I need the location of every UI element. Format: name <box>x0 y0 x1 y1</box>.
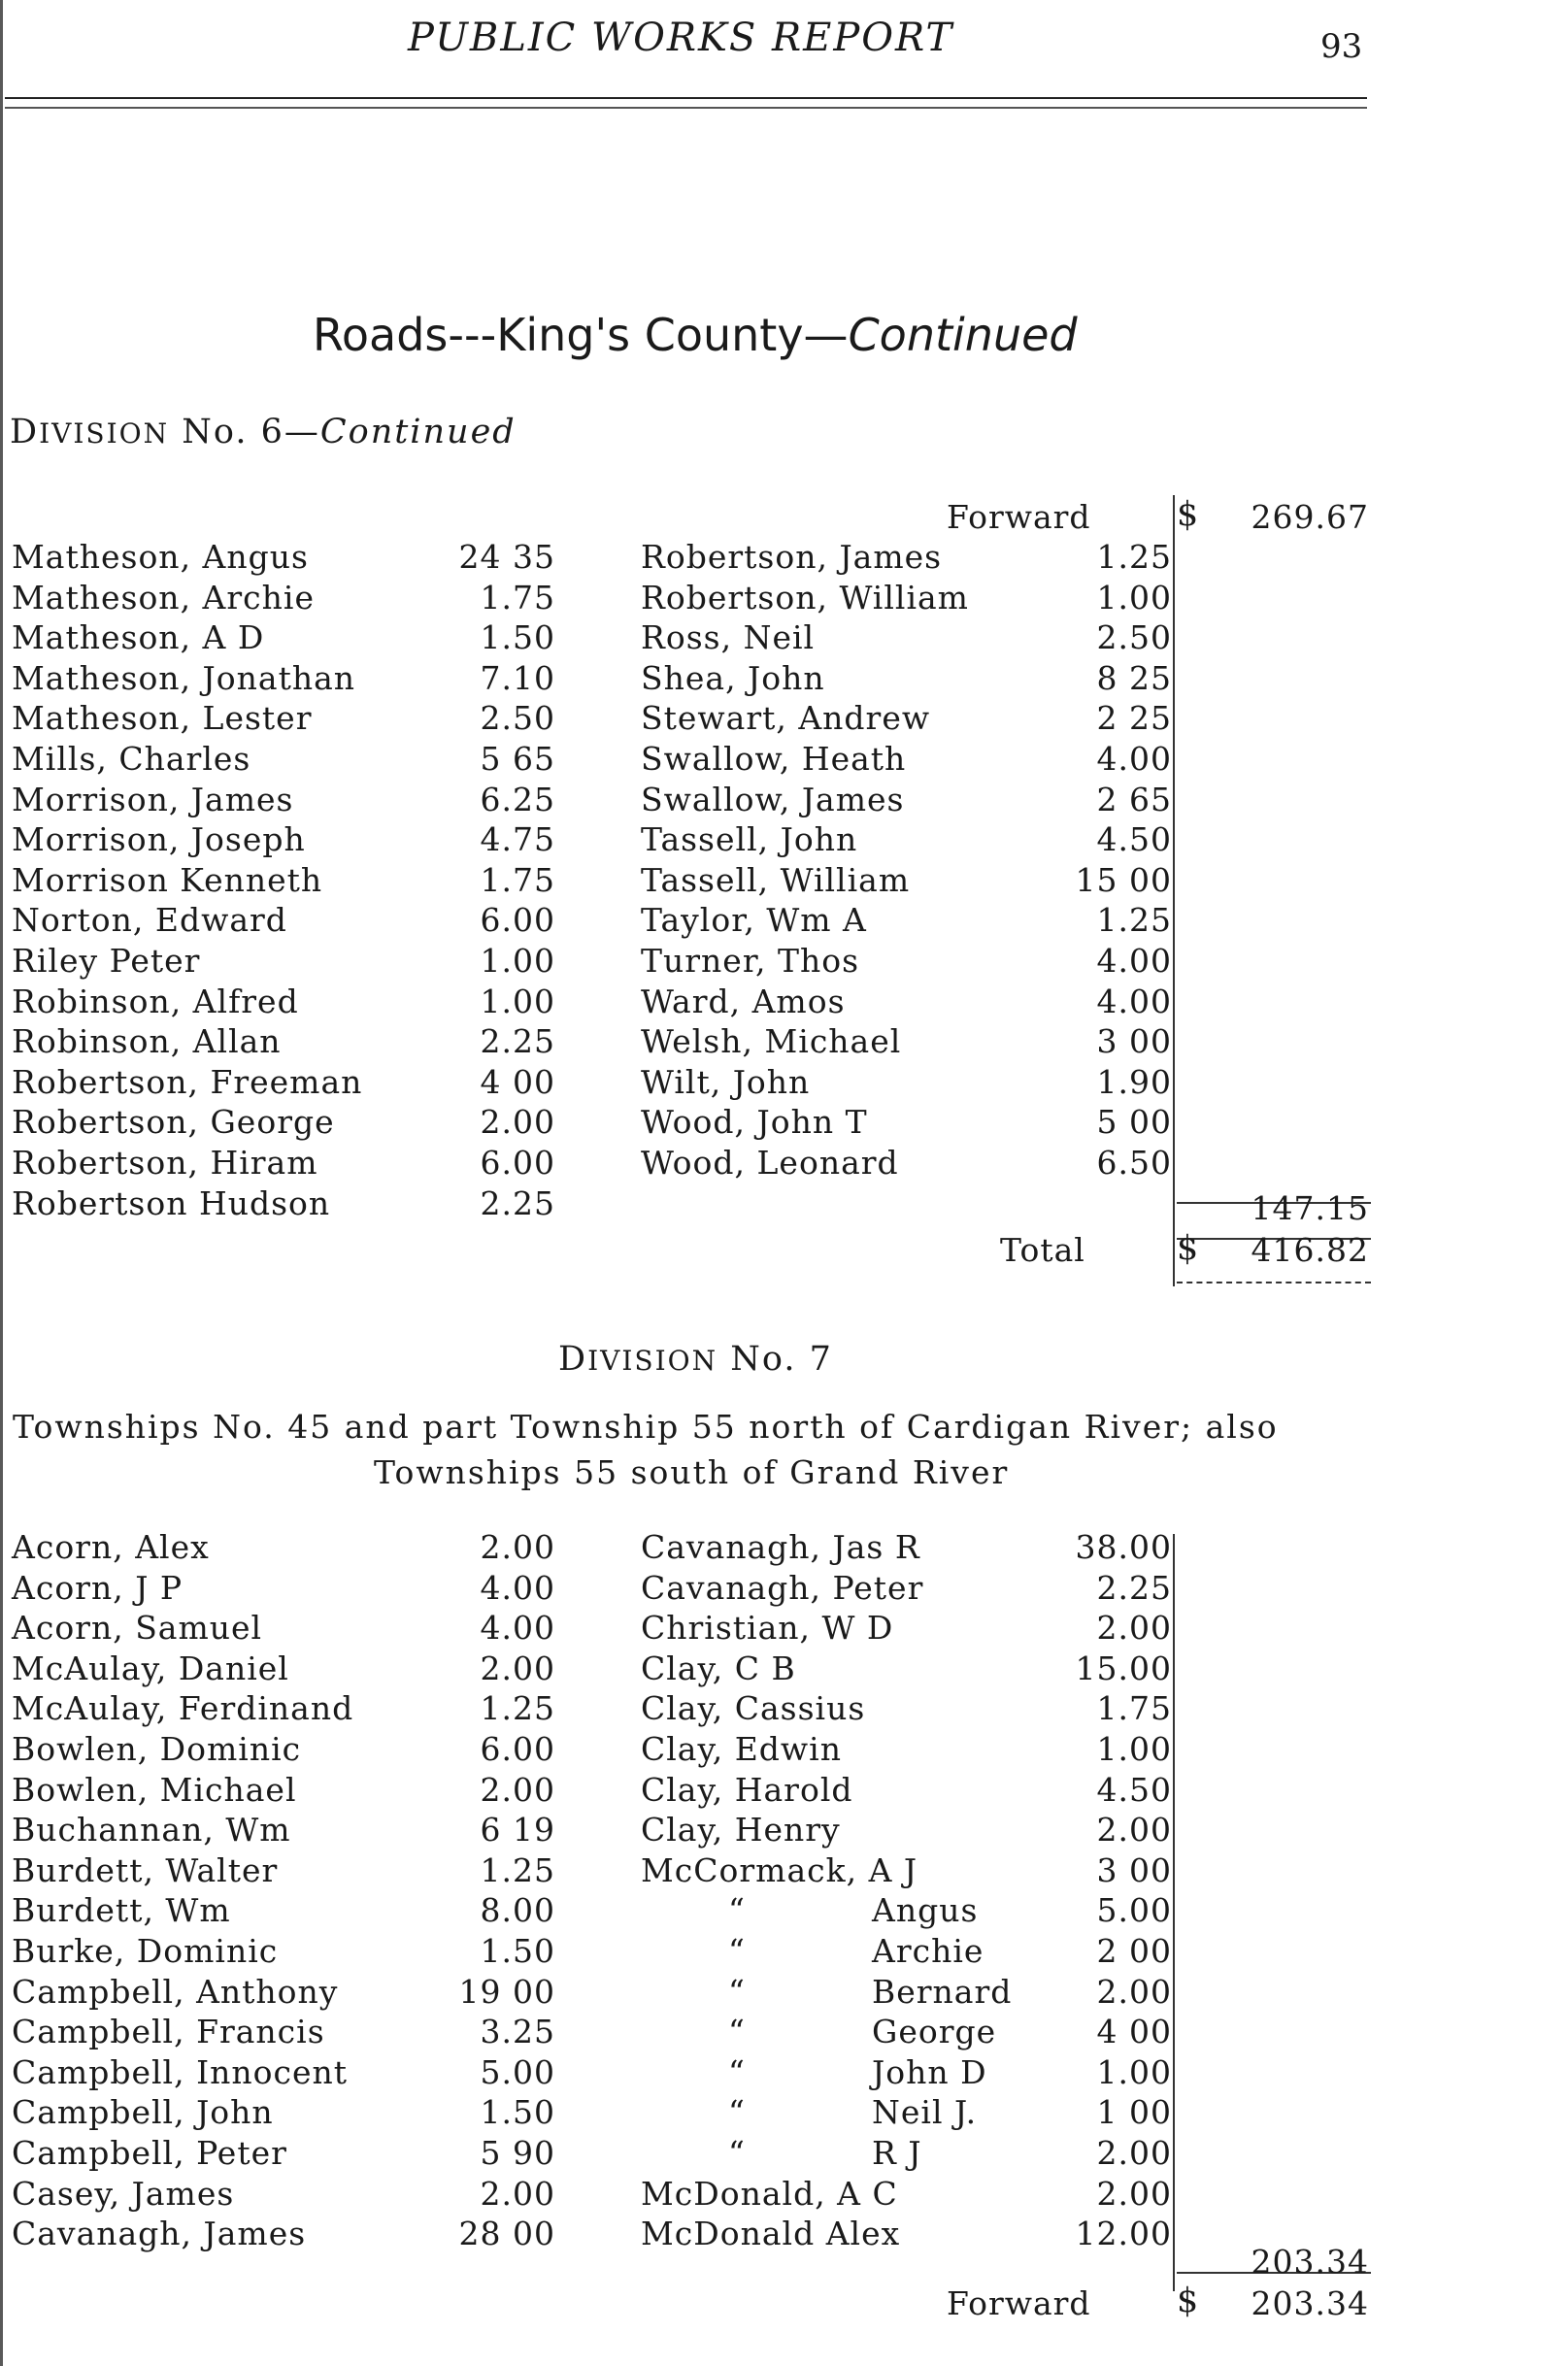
ledger-amount: 1 00 <box>1096 2093 1172 2132</box>
ledger-amount: 1.25 <box>480 1850 555 1889</box>
ledger-amount: 2.00 <box>480 2174 555 2213</box>
ledger-amount: 2.50 <box>1096 618 1172 657</box>
ledger-row <box>12 1810 555 1850</box>
ledger-name: Acorn, J P <box>12 1568 183 1607</box>
ledger-name: R J <box>872 2133 922 2172</box>
ledger-name: Neil J. <box>872 2093 978 2132</box>
ledger-amount: 15.00 <box>1075 1649 1172 1687</box>
ledger-row <box>12 698 555 739</box>
ledger-name: Burdett, Walter <box>12 1850 279 1889</box>
section-title-continued: Continued <box>848 309 1078 361</box>
ledger-amount: 15 00 <box>1075 860 1172 899</box>
ledger-name: Matheson, Jonathan <box>12 658 356 697</box>
ledger-amount: 2.00 <box>480 1649 555 1687</box>
ledger-amount: 28 00 <box>458 2215 555 2253</box>
ledger-amount: 1.75 <box>480 860 555 899</box>
ledger-amount: 2.00 <box>1096 2174 1172 2213</box>
division-7-townships-line-1: Townships No. 45 and part Township 55 north of Cardigan River; also <box>13 1408 1279 1446</box>
ledger-name: Cavanagh, Peter <box>641 1568 924 1607</box>
ledger-amount: 19 00 <box>458 1972 555 2011</box>
ledger-row <box>12 780 555 820</box>
ledger-amount: 2.00 <box>1096 1609 1172 1648</box>
division-7-left-column <box>12 1527 555 2254</box>
ledger-row <box>12 2214 555 2254</box>
ledger-name: Clay, Edwin <box>641 1729 842 1768</box>
ledger-amount: 8 25 <box>1096 658 1172 697</box>
ledger-amount: 4.00 <box>480 1609 555 1648</box>
ledger-name: Burdett, Wm <box>12 1891 231 1930</box>
ledger-amount: 1.25 <box>1096 538 1172 576</box>
ledger-name: Stewart, Andrew <box>641 699 931 738</box>
ledger-row <box>641 2214 1180 2254</box>
ledger-amount: 5.00 <box>1096 1891 1172 1930</box>
division-6-heading-initial: D <box>10 413 40 451</box>
ledger-amount: 2.00 <box>1096 2133 1172 2172</box>
ledger-amount: 1.25 <box>480 1689 555 1728</box>
ledger-name: Wilt, John <box>641 1062 811 1101</box>
ledger-row <box>641 1021 1180 1062</box>
ledger-name: Matheson, Angus <box>12 538 309 576</box>
ledger-amount: 2.00 <box>1096 1972 1172 2011</box>
ledger-amount: 2.50 <box>480 699 555 738</box>
division-7-heading-initial: D <box>558 1340 588 1379</box>
division-6-total-dollar: $ <box>1177 1229 1199 1268</box>
ledger-amount: 1.25 <box>1096 901 1172 940</box>
ledger-row <box>12 1102 555 1143</box>
ledger-amount: 6.00 <box>480 901 555 940</box>
ledger-row <box>641 1810 1180 1850</box>
ledger-name: Bowlen, Michael <box>12 1770 297 1809</box>
header-rule <box>5 97 1367 99</box>
ledger-row <box>12 1890 555 1931</box>
ledger-name: Buchannan, Wm <box>12 1811 291 1849</box>
ledger-row <box>12 1649 555 1689</box>
ledger-amount: 4.00 <box>1096 941 1172 980</box>
ledger-row <box>12 578 555 618</box>
ledger-name: McAulay, Daniel <box>12 1649 289 1687</box>
ledger-name: Swallow, Heath <box>641 739 907 778</box>
ledger-name: Christian, W D <box>641 1609 894 1648</box>
ledger-name: Burke, Dominic <box>12 1931 279 1970</box>
ledger-amount: 4 00 <box>1096 2013 1172 2051</box>
ledger-amount: 2.00 <box>480 1103 555 1142</box>
ledger-name: Clay, Harold <box>641 1770 853 1809</box>
ledger-amount: 1.50 <box>480 1931 555 1970</box>
section-title-main: Roads---King's County— <box>313 309 849 361</box>
ledger-amount: 5 90 <box>480 2133 555 2172</box>
ledger-amount: 2.00 <box>1096 1811 1172 1849</box>
division-6-heading-continued: Continued <box>319 413 517 451</box>
ledger-row <box>641 982 1180 1022</box>
ledger-name: Tassell, John <box>641 820 858 859</box>
ledger-name: Acorn, Alex <box>12 1528 210 1566</box>
ledger-name: Angus <box>872 1891 979 1930</box>
ledger-row <box>641 1143 1180 1183</box>
ledger-name: Casey, James <box>12 2174 235 2213</box>
ledger-row <box>12 1143 555 1183</box>
ledger-row <box>12 658 555 699</box>
ledger-amount: 2 25 <box>1096 699 1172 738</box>
ledger-amount: 2.25 <box>1096 1568 1172 1607</box>
ledger-name: McDonald, A C <box>641 2174 898 2213</box>
ledger-name: Campbell, Peter <box>12 2133 287 2172</box>
ledger-name: Turner, Thos <box>641 941 860 980</box>
ledger-row <box>641 1608 1180 1649</box>
ledger-amount: 8.00 <box>480 1891 555 1930</box>
ledger-row <box>641 2133 1180 2174</box>
ledger-row <box>12 1850 555 1891</box>
division-6-heading <box>10 413 517 451</box>
ditto-mark: “ <box>728 2052 746 2091</box>
ledger-amount: 7.10 <box>480 658 555 697</box>
ledger-name: Campbell, Francis <box>12 2013 325 2051</box>
ledger-row <box>641 900 1180 941</box>
ledger-row <box>12 1729 555 1770</box>
division-7-forward-dollar: $ <box>1177 2282 1199 2320</box>
ledger-amount: 1.00 <box>1096 1729 1172 1768</box>
division-6-total-rule-bottom <box>1177 1282 1371 1283</box>
ledger-row <box>12 860 555 901</box>
ledger-row <box>641 1568 1180 1609</box>
division-6-forward-amount: 269.67 <box>1251 498 1369 536</box>
ledger-amount: 4.00 <box>1096 982 1172 1020</box>
ledger-amount: 2.25 <box>480 1022 555 1061</box>
division-7-heading <box>558 1340 833 1379</box>
ledger-row <box>12 1608 555 1649</box>
ledger-amount: 4.50 <box>1096 1770 1172 1809</box>
ledger-name: Robinson, Alfred <box>12 982 299 1020</box>
ledger-name: Morrison Kenneth <box>12 860 323 899</box>
ledger-name: Archie <box>872 1931 984 1970</box>
division-7-heading-smallcaps: IVISION <box>587 1345 718 1377</box>
ledger-name: Robertson, William <box>641 578 969 616</box>
ledger-name: Shea, John <box>641 658 825 697</box>
ledger-name: Morrison, James <box>12 780 294 818</box>
ledger-row <box>641 1972 1180 2013</box>
ledger-row <box>641 1062 1180 1103</box>
ledger-row <box>641 2052 1180 2093</box>
ledger-name: Clay, C B <box>641 1649 796 1687</box>
division-7-heading-number: No. 7 <box>717 1340 833 1379</box>
ledger-name: Cavanagh, James <box>12 2215 307 2253</box>
ledger-name: Mills, Charles <box>12 739 251 778</box>
ledger-row <box>641 617 1180 658</box>
ledger-row <box>12 941 555 982</box>
running-title: PUBLIC WORKS REPORT <box>408 16 954 60</box>
ledger-amount: 1.00 <box>1096 578 1172 616</box>
ledger-name: Tassell, William <box>641 860 911 899</box>
division-6-right-column <box>641 537 1180 1183</box>
ledger-name: Ward, Amos <box>641 982 846 1020</box>
ledger-amount: 6 19 <box>480 1811 555 1849</box>
ledger-amount: 4.00 <box>1096 739 1172 778</box>
header-rule-secondary <box>5 107 1367 109</box>
ledger-name: Norton, Edward <box>12 901 287 940</box>
ledger-row <box>12 1062 555 1103</box>
ledger-name: Bernard <box>872 1972 1013 2011</box>
ditto-mark: “ <box>728 2133 746 2172</box>
ledger-row <box>12 2092 555 2133</box>
division-7-forward-amount: 203.34 <box>1251 2284 1369 2322</box>
ledger-name: Wood, Leonard <box>641 1143 899 1182</box>
ledger-name: Matheson, Archie <box>12 578 315 616</box>
ledger-amount: 5 65 <box>480 739 555 778</box>
ledger-name: Ross, Neil <box>641 618 816 657</box>
ledger-name: Clay, Henry <box>641 1811 841 1849</box>
division-6-total-amount: 416.82 <box>1251 1231 1369 1269</box>
division-7-subtotal: 203.34 <box>1251 2243 1369 2281</box>
ledger-amount: 2.25 <box>480 1183 555 1222</box>
ledger-name: Robertson, Hiram <box>12 1143 318 1182</box>
ditto-mark: “ <box>728 2093 746 2132</box>
ledger-row <box>641 1729 1180 1770</box>
ledger-amount: 1.50 <box>480 618 555 657</box>
ledger-row <box>12 982 555 1022</box>
ledger-row <box>641 2012 1180 2052</box>
ledger-amount: 1.00 <box>480 941 555 980</box>
ledger-row <box>12 1972 555 2013</box>
ledger-name: Matheson, A D <box>12 618 265 657</box>
ledger-row <box>641 1649 1180 1689</box>
ditto-mark: “ <box>728 1891 746 1930</box>
ledger-row <box>12 1527 555 1568</box>
ledger-amount: 2.00 <box>480 1770 555 1809</box>
ledger-name: Campbell, John <box>12 2093 274 2132</box>
ledger-row <box>12 617 555 658</box>
ledger-row <box>12 1770 555 1811</box>
ditto-mark: “ <box>728 1931 746 1970</box>
section-title <box>313 309 1078 361</box>
division-7-townships-line-2: Townships 55 south of Grand River <box>374 1453 1010 1491</box>
ledger-name: Acorn, Samuel <box>12 1609 263 1648</box>
ledger-name: Bowlen, Dominic <box>12 1729 302 1768</box>
division-6-total-label: Total <box>1000 1231 1085 1269</box>
ledger-amount: 1.50 <box>480 2093 555 2132</box>
ledger-name: Riley Peter <box>12 941 201 980</box>
ledger-row <box>12 1183 555 1224</box>
ledger-amount: 2.00 <box>480 1528 555 1566</box>
ledger-amount: 3.25 <box>480 2013 555 2051</box>
ledger-amount: 12.00 <box>1075 2215 1172 2253</box>
ledger-row <box>12 1931 555 1972</box>
ledger-amount: 6.00 <box>480 1143 555 1182</box>
ledger-name: Morrison, Joseph <box>12 820 306 859</box>
ledger-row <box>12 2052 555 2093</box>
ledger-amount: 1.00 <box>480 982 555 1020</box>
ledger-amount: 1.90 <box>1096 1062 1172 1101</box>
ledger-name: Robertson, George <box>12 1103 335 1142</box>
ledger-row <box>641 2092 1180 2133</box>
ditto-mark: “ <box>728 1972 746 2011</box>
ledger-name: George <box>872 2013 997 2051</box>
division-7-right-column <box>641 1527 1180 2254</box>
ledger-amount: 6.50 <box>1096 1143 1172 1182</box>
ledger-name: Campbell, Anthony <box>12 1972 339 2011</box>
ledger-amount: 1.00 <box>1096 2052 1172 2091</box>
ledger-row <box>641 1770 1180 1811</box>
ledger-row <box>641 819 1180 860</box>
ledger-name: Robertson, Freeman <box>12 1062 363 1101</box>
ledger-amount: 4.50 <box>1096 820 1172 859</box>
ledger-amount: 5 00 <box>1096 1103 1172 1142</box>
ledger-row <box>641 780 1180 820</box>
ledger-amount: 1.75 <box>480 578 555 616</box>
ledger-amount: 4.75 <box>480 820 555 859</box>
ledger-amount: 5.00 <box>480 2052 555 2091</box>
division-6-left-column <box>12 537 555 1223</box>
division-7-amount-rule <box>1173 1534 1175 2291</box>
ledger-name: Robertson Hudson <box>12 1183 331 1222</box>
ledger-row <box>12 819 555 860</box>
ledger-name: Swallow, James <box>641 780 905 818</box>
ledger-amount: 3 00 <box>1096 1850 1172 1889</box>
ledger-name: Robertson, James <box>641 538 943 576</box>
ledger-name: Wood, John T <box>641 1103 868 1142</box>
ledger-name: Clay, Cassius <box>641 1689 866 1728</box>
ledger-name: Taylor, Wm A <box>641 901 867 940</box>
ledger-name: McCormack, A J <box>641 1850 918 1889</box>
division-6-forward-dollar: $ <box>1177 495 1199 534</box>
ledger-row <box>641 1688 1180 1729</box>
ledger-row <box>12 739 555 780</box>
ledger-amount: 38.00 <box>1075 1528 1172 1566</box>
ledger-name: McDonald Alex <box>641 2215 901 2253</box>
ledger-row <box>12 1568 555 1609</box>
ledger-amount: 1.75 <box>1096 1689 1172 1728</box>
ledger-amount: 6.00 <box>480 1729 555 1768</box>
ledger-amount: 4 00 <box>480 1062 555 1101</box>
ledger-row <box>12 1688 555 1729</box>
ledger-amount: 2 00 <box>1096 1931 1172 1970</box>
ledger-row <box>641 1931 1180 1972</box>
ledger-row <box>641 1850 1180 1891</box>
ledger-amount: 3 00 <box>1096 1022 1172 1061</box>
division-7-forward-label: Forward <box>947 2284 1091 2322</box>
ledger-row <box>12 537 555 578</box>
ledger-row <box>12 2174 555 2215</box>
ledger-row <box>12 2133 555 2174</box>
ledger-row <box>641 537 1180 578</box>
ledger-row <box>641 1102 1180 1143</box>
ledger-row <box>641 578 1180 618</box>
division-6-heading-smallcaps: IVISION <box>39 417 170 450</box>
ledger-name: John D <box>872 2052 987 2091</box>
ledger-row <box>641 698 1180 739</box>
page-left-edge <box>0 0 3 2366</box>
ledger-row <box>12 1021 555 1062</box>
ledger-row <box>641 941 1180 982</box>
ledger-row <box>12 900 555 941</box>
division-6-forward-label: Forward <box>947 498 1091 536</box>
ledger-name: Cavanagh, Jas R <box>641 1528 920 1566</box>
ledger-name: Robinson, Allan <box>12 1022 282 1061</box>
division-6-subtotal: 147.15 <box>1251 1189 1369 1227</box>
ledger-row <box>12 2012 555 2052</box>
ledger-amount: 2 65 <box>1096 780 1172 818</box>
ledger-amount: 24 35 <box>458 538 555 576</box>
ledger-name: Welsh, Michael <box>641 1022 902 1061</box>
ledger-row <box>641 1527 1180 1568</box>
ledger-name: Matheson, Lester <box>12 699 313 738</box>
ledger-row <box>641 2174 1180 2215</box>
page-number: 93 <box>1320 27 1363 66</box>
ledger-row <box>641 860 1180 901</box>
ledger-row <box>641 658 1180 699</box>
division-6-heading-number: No. 6— <box>169 413 320 451</box>
ledger-name: Campbell, Innocent <box>12 2052 349 2091</box>
ledger-row <box>641 1890 1180 1931</box>
division-6-amount-rule <box>1173 495 1175 1286</box>
ledger-row <box>641 739 1180 780</box>
ledger-name: McAulay, Ferdinand <box>12 1689 354 1728</box>
ditto-mark: “ <box>728 2013 746 2051</box>
ledger-amount: 4.00 <box>480 1568 555 1607</box>
ledger-amount: 6.25 <box>480 780 555 818</box>
